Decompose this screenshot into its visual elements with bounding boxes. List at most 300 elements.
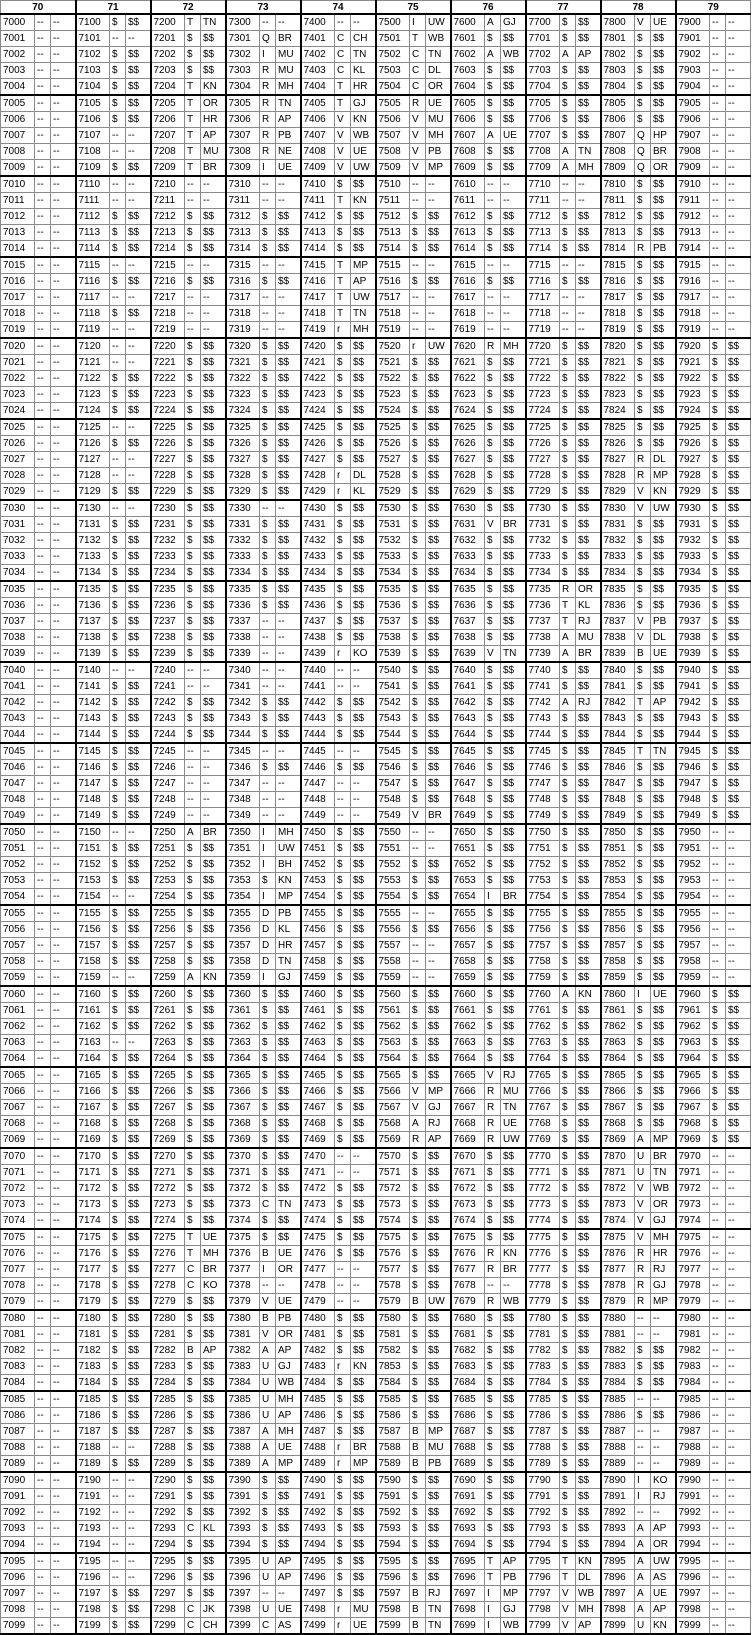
code-cell: 7762 [526, 1019, 560, 1035]
type-cell: V [560, 1602, 576, 1618]
code-cell: 7666 [451, 1084, 485, 1100]
code-cell: 7388 [226, 1440, 260, 1456]
type-cell: $ [185, 1391, 201, 1408]
type-cell: -- [110, 31, 126, 47]
code-cell: 7099 [1, 1618, 35, 1635]
region-cell: MU [201, 144, 226, 160]
type-cell: $ [560, 1035, 576, 1051]
code-cell: 7655 [451, 905, 485, 922]
code-cell: 7071 [1, 1165, 35, 1181]
region-cell: -- [501, 1278, 526, 1294]
code-cell: 7622 [451, 371, 485, 387]
code-cell: 7757 [526, 938, 560, 954]
region-cell: -- [726, 1424, 751, 1440]
code-cell: 7308 [226, 144, 260, 160]
code-cell: 7635 [451, 581, 485, 598]
type-cell: -- [560, 176, 576, 193]
type-cell: U [260, 1570, 276, 1586]
type-cell: $ [560, 1100, 576, 1116]
table-row [1, 905, 751, 922]
region-cell: -- [126, 1440, 151, 1456]
type-cell: $ [635, 1408, 651, 1424]
type-cell: $ [185, 1472, 201, 1489]
code-cell: 7935 [676, 581, 710, 598]
code-cell: 7227 [151, 452, 185, 468]
type-cell: $ [185, 241, 201, 258]
code-cell: 7192 [76, 1505, 110, 1521]
table-row [1, 1213, 751, 1230]
region-cell: WB [501, 1294, 526, 1311]
region-cell: $$ [126, 1294, 151, 1311]
code-cell: 7707 [526, 128, 560, 144]
code-cell: 7577 [376, 1262, 410, 1278]
type-cell: B [185, 1343, 201, 1359]
type-cell: $ [485, 727, 501, 744]
code-cell: 7548 [376, 792, 410, 808]
region-cell: -- [726, 1586, 751, 1602]
code-cell: 7883 [601, 1359, 635, 1375]
region-cell: $$ [501, 452, 526, 468]
region-cell: $$ [651, 1084, 676, 1100]
region-cell: $$ [501, 922, 526, 938]
region-cell: -- [726, 128, 751, 144]
region-cell: WB [576, 1586, 601, 1602]
region-cell: -- [51, 160, 76, 177]
region-cell: $$ [351, 841, 376, 857]
code-cell: 7291 [151, 1489, 185, 1505]
type-cell: V [410, 128, 426, 144]
code-cell: 7473 [301, 1197, 335, 1213]
type-cell: $ [560, 517, 576, 533]
type-cell: $ [635, 31, 651, 47]
type-cell: $ [410, 371, 426, 387]
region-cell: UW [426, 1294, 451, 1311]
type-cell: -- [35, 176, 51, 193]
region-cell: -- [51, 1051, 76, 1068]
type-cell: $ [410, 1489, 426, 1505]
type-cell: $ [410, 500, 426, 517]
table-row [1, 760, 751, 776]
type-cell: $ [560, 1521, 576, 1537]
type-cell: $ [185, 1375, 201, 1392]
type-cell: $ [485, 808, 501, 825]
region-cell: $$ [276, 355, 301, 371]
region-cell: CH [201, 1618, 226, 1635]
type-cell: $ [485, 452, 501, 468]
region-cell: TN [201, 14, 226, 31]
region-cell: -- [126, 824, 151, 841]
region-cell: $$ [201, 922, 226, 938]
code-cell: 7735 [526, 581, 560, 598]
type-cell: R [485, 1116, 501, 1132]
code-cell: 7390 [226, 1472, 260, 1489]
code-cell: 7891 [601, 1489, 635, 1505]
region-cell: WB [501, 47, 526, 63]
code-cell: 7149 [76, 808, 110, 825]
type-cell: $ [485, 274, 501, 290]
code-cell: 7292 [151, 1505, 185, 1521]
region-cell: $$ [126, 436, 151, 452]
region-cell: $$ [201, 1456, 226, 1473]
code-cell: 7064 [1, 1051, 35, 1068]
region-cell: $$ [576, 1359, 601, 1375]
code-cell: 7095 [1, 1553, 35, 1570]
type-cell: $ [260, 695, 276, 711]
type-cell: $ [635, 517, 651, 533]
type-cell: $ [260, 241, 276, 258]
type-cell: -- [635, 1391, 651, 1408]
region-cell: $$ [501, 1310, 526, 1327]
code-cell: 7036 [1, 598, 35, 614]
region-cell: $$ [501, 468, 526, 484]
type-cell: $ [560, 565, 576, 582]
region-cell: -- [726, 1408, 751, 1424]
type-cell: V [410, 112, 426, 128]
code-cell: 7054 [1, 889, 35, 906]
code-cell: 7879 [601, 1294, 635, 1311]
region-cell: $$ [426, 1229, 451, 1246]
region-cell: $$ [351, 1489, 376, 1505]
code-cell: 7431 [301, 517, 335, 533]
code-cell: 7970 [676, 1148, 710, 1165]
type-cell: -- [35, 1472, 51, 1489]
region-cell: MH [501, 338, 526, 355]
type-cell: B [260, 1310, 276, 1327]
region-cell: -- [51, 484, 76, 501]
code-cell: 7175 [76, 1229, 110, 1246]
type-cell: $ [260, 355, 276, 371]
code-cell: 7810 [601, 176, 635, 193]
region-cell: -- [51, 1132, 76, 1149]
code-cell: 7381 [226, 1327, 260, 1343]
type-cell: -- [710, 1148, 726, 1165]
type-cell: $ [335, 1116, 351, 1132]
region-cell: OR [576, 581, 601, 598]
type-cell: $ [185, 436, 201, 452]
code-cell: 7066 [1, 1084, 35, 1100]
code-cell: 7581 [376, 1327, 410, 1343]
type-cell: $ [110, 403, 126, 420]
region-cell: -- [126, 889, 151, 906]
type-cell: $ [560, 1262, 576, 1278]
code-cell: 7726 [526, 436, 560, 452]
type-cell: $ [710, 630, 726, 646]
region-cell: -- [426, 176, 451, 193]
region-cell: KN [576, 1553, 601, 1570]
region-cell: $$ [726, 565, 751, 582]
table-row [1, 549, 751, 565]
region-cell: $$ [276, 727, 301, 744]
code-cell: 7546 [376, 760, 410, 776]
region-cell: $$ [426, 1197, 451, 1213]
region-cell: UE [276, 160, 301, 177]
type-cell: -- [410, 322, 426, 339]
type-cell: $ [560, 1278, 576, 1294]
type-cell: $ [185, 355, 201, 371]
table-row [1, 1359, 751, 1375]
code-cell: 7030 [1, 500, 35, 517]
region-cell: $$ [126, 873, 151, 889]
region-cell: -- [51, 1375, 76, 1392]
code-cell: 7354 [226, 889, 260, 906]
code-cell: 7122 [76, 371, 110, 387]
type-cell: $ [410, 549, 426, 565]
type-cell: $ [335, 1310, 351, 1327]
type-cell: T [185, 160, 201, 177]
code-cell: 7842 [601, 695, 635, 711]
table-row [1, 1440, 751, 1456]
code-cell: 7264 [151, 1051, 185, 1068]
type-cell: -- [35, 274, 51, 290]
code-cell: 7725 [526, 419, 560, 436]
type-cell: $ [110, 47, 126, 63]
type-cell: $ [110, 160, 126, 177]
type-cell: $ [485, 225, 501, 241]
code-cell: 7630 [451, 500, 485, 517]
type-cell: R [560, 581, 576, 598]
code-cell: 7450 [301, 824, 335, 841]
type-cell: $ [485, 1229, 501, 1246]
type-cell: $ [485, 63, 501, 79]
code-cell: 7720 [526, 338, 560, 355]
type-cell: $ [560, 792, 576, 808]
region-cell: DL [576, 1570, 601, 1586]
region-cell: $$ [276, 1051, 301, 1068]
code-cell: 7989 [676, 1456, 710, 1473]
region-cell: $$ [651, 112, 676, 128]
region-cell: -- [201, 743, 226, 760]
region-cell: BR [651, 144, 676, 160]
code-cell: 7658 [451, 954, 485, 970]
region-cell: $$ [576, 857, 601, 873]
region-cell: $$ [501, 630, 526, 646]
type-cell: -- [35, 679, 51, 695]
code-cell: 7614 [451, 241, 485, 258]
type-cell: $ [635, 419, 651, 436]
region-cell: -- [51, 128, 76, 144]
region-cell: $$ [426, 1343, 451, 1359]
region-cell: -- [726, 857, 751, 873]
code-cell: 7447 [301, 776, 335, 792]
type-cell: -- [260, 614, 276, 630]
table-row [1, 1278, 751, 1294]
region-cell: MP [501, 1586, 526, 1602]
region-cell: $$ [201, 468, 226, 484]
code-cell: 7886 [601, 1408, 635, 1424]
code-cell: 7702 [526, 47, 560, 63]
type-cell: A [560, 646, 576, 663]
type-cell: $ [335, 1084, 351, 1100]
type-cell: $ [260, 468, 276, 484]
region-cell: $$ [126, 403, 151, 420]
type-cell: $ [485, 371, 501, 387]
region-cell: BR [276, 31, 301, 47]
type-cell: $ [185, 1003, 201, 1019]
region-cell: OR [651, 160, 676, 177]
type-cell: $ [710, 679, 726, 695]
type-cell: $ [260, 1472, 276, 1489]
type-cell: -- [35, 922, 51, 938]
region-cell: -- [726, 1165, 751, 1181]
region-cell: $$ [351, 176, 376, 193]
region-cell: $$ [126, 1051, 151, 1068]
code-cell: 7512 [376, 209, 410, 225]
code-cell: 7249 [151, 808, 185, 825]
type-cell: -- [35, 387, 51, 403]
region-cell: $$ [651, 970, 676, 987]
region-cell: $$ [501, 1051, 526, 1068]
type-cell: $ [560, 112, 576, 128]
region-cell: $$ [126, 727, 151, 744]
type-cell: -- [335, 14, 351, 31]
table-row [1, 1456, 751, 1473]
type-cell: I [260, 857, 276, 873]
region-cell: $$ [126, 1116, 151, 1132]
code-cell: 7551 [376, 841, 410, 857]
code-cell: 7060 [1, 986, 35, 1003]
code-cell: 7135 [76, 581, 110, 598]
region-cell: $$ [276, 1116, 301, 1132]
type-cell: -- [35, 1424, 51, 1440]
type-cell: -- [35, 938, 51, 954]
group-header: 74 [301, 1, 376, 15]
type-cell: $ [410, 1327, 426, 1343]
type-cell: -- [710, 1229, 726, 1246]
code-cell: 7732 [526, 533, 560, 549]
type-cell: -- [710, 1391, 726, 1408]
type-cell: I [260, 160, 276, 177]
type-cell: $ [260, 452, 276, 468]
code-cell: 7125 [76, 419, 110, 436]
code-cell: 7911 [676, 193, 710, 209]
region-cell: $$ [351, 614, 376, 630]
code-cell: 7773 [526, 1197, 560, 1213]
code-cell: 7844 [601, 727, 635, 744]
type-cell: R [410, 1132, 426, 1149]
code-cell: 7709 [526, 160, 560, 177]
code-cell: 7501 [376, 31, 410, 47]
region-cell: $$ [126, 1213, 151, 1230]
code-cell: 7165 [76, 1067, 110, 1084]
region-cell: $$ [126, 1067, 151, 1084]
type-cell: r [335, 1359, 351, 1375]
code-cell: 7677 [451, 1262, 485, 1278]
region-cell: $$ [201, 1181, 226, 1197]
region-cell: $$ [351, 565, 376, 582]
code-cell: 7284 [151, 1375, 185, 1392]
code-cell: 7383 [226, 1359, 260, 1375]
region-cell: $$ [351, 355, 376, 371]
table-row [1, 14, 751, 31]
region-cell: RJ [576, 614, 601, 630]
region-cell: TN [501, 1100, 526, 1116]
region-cell: $$ [126, 1408, 151, 1424]
type-cell: $ [185, 646, 201, 663]
type-cell: -- [260, 1278, 276, 1294]
type-cell: -- [710, 857, 726, 873]
region-cell: $$ [576, 371, 601, 387]
region-cell: $$ [501, 1537, 526, 1554]
code-cell: 7008 [1, 144, 35, 160]
code-cell: 7500 [376, 14, 410, 31]
code-cell: 7571 [376, 1165, 410, 1181]
type-cell: $ [110, 1181, 126, 1197]
type-cell: -- [35, 873, 51, 889]
region-cell: $$ [501, 144, 526, 160]
region-cell: BH [276, 857, 301, 873]
region-cell: -- [51, 1424, 76, 1440]
type-cell: $ [635, 47, 651, 63]
region-cell: $$ [126, 1132, 151, 1149]
code-cell: 7734 [526, 565, 560, 582]
code-cell: 7201 [151, 31, 185, 47]
type-cell: -- [35, 128, 51, 144]
region-cell: AP [276, 1343, 301, 1359]
code-cell: 7929 [676, 484, 710, 501]
region-cell: -- [51, 257, 76, 274]
region-cell: $$ [201, 225, 226, 241]
region-cell: $$ [126, 1148, 151, 1165]
table-row [1, 387, 751, 403]
region-cell: $$ [576, 954, 601, 970]
code-cell: 7074 [1, 1213, 35, 1230]
type-cell: -- [260, 679, 276, 695]
code-cell: 7511 [376, 193, 410, 209]
code-cell: 7550 [376, 824, 410, 841]
type-cell: $ [710, 549, 726, 565]
code-cell: 7912 [676, 209, 710, 225]
code-cell: 7428 [301, 468, 335, 484]
region-cell: UE [201, 1229, 226, 1246]
region-cell: CH [351, 31, 376, 47]
header-row [1, 1, 751, 15]
code-cell: 7836 [601, 598, 635, 614]
region-cell: AP [276, 1570, 301, 1586]
code-cell: 7496 [301, 1570, 335, 1586]
region-cell: $$ [426, 598, 451, 614]
code-cell: 7231 [151, 517, 185, 533]
type-cell: -- [710, 889, 726, 906]
region-cell: $$ [576, 128, 601, 144]
type-cell: $ [560, 1359, 576, 1375]
code-cell: 7927 [676, 452, 710, 468]
code-cell: 7335 [226, 581, 260, 598]
region-cell: -- [201, 193, 226, 209]
region-cell: $$ [426, 711, 451, 727]
code-cell: 7517 [376, 290, 410, 306]
region-cell: $$ [276, 517, 301, 533]
region-cell: $$ [351, 1003, 376, 1019]
type-cell: U [260, 1359, 276, 1375]
code-cell: 7174 [76, 1213, 110, 1230]
type-cell: $ [560, 841, 576, 857]
type-cell: $ [335, 1375, 351, 1392]
type-cell: R [635, 241, 651, 258]
code-cell: 7996 [676, 1570, 710, 1586]
code-cell: 7729 [526, 484, 560, 501]
type-cell: $ [410, 630, 426, 646]
type-cell: $ [185, 727, 201, 744]
type-cell: $ [560, 857, 576, 873]
region-cell: $$ [576, 500, 601, 517]
region-cell: -- [726, 1489, 751, 1505]
code-cell: 7789 [526, 1456, 560, 1473]
type-cell: $ [335, 1003, 351, 1019]
table-row [1, 679, 751, 695]
code-cell: 7404 [301, 79, 335, 96]
type-cell: -- [35, 1618, 51, 1635]
region-cell: $$ [126, 630, 151, 646]
